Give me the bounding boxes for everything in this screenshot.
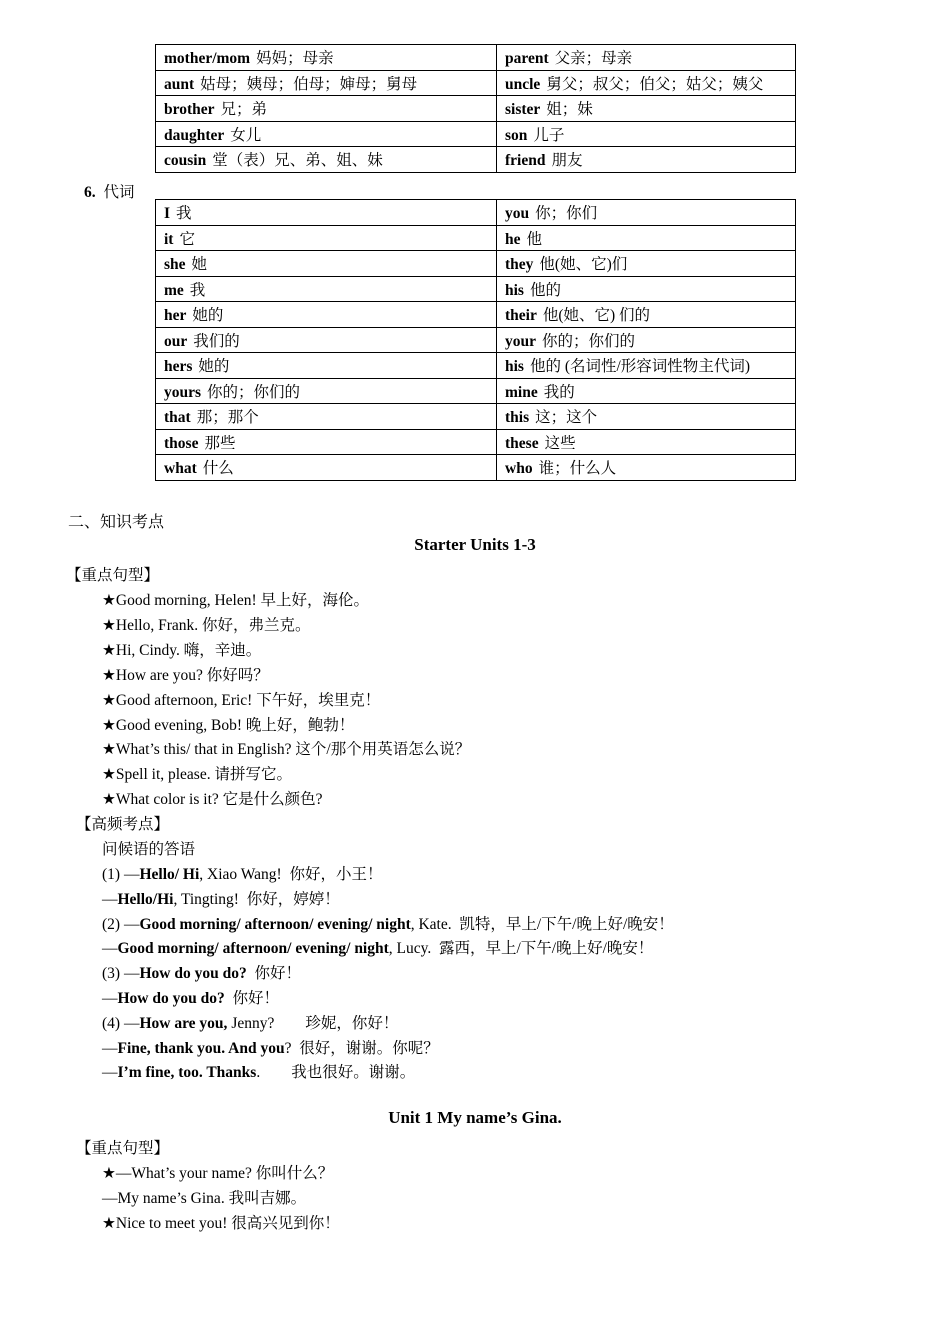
vocab-cell [497,251,796,277]
vocab-meaning: 他的 (名词性/形容词性物主代词) [529,358,750,376]
vocab-word: brother [164,101,215,119]
vocab-meaning: 儿子 [533,126,565,144]
vocab-word: this [505,409,530,427]
vocab-meaning: 什么 [202,460,234,478]
dialog-key-phrase: Good morning/ afternoon/ evening/ night [139,915,411,933]
vocab-word: sister [505,101,541,119]
dialog-line [102,887,340,909]
table-row [156,225,796,251]
section-heading: 二、知识考点 [68,514,165,531]
vocab-word: his [505,358,524,376]
dialog-key-phrase: Fine, thank you. And you [117,1039,285,1057]
vocab-cell [156,327,497,353]
table-row [156,251,796,277]
table-row [156,404,796,430]
vocab-meaning: 他(她、它)们 [539,256,628,274]
dialog-line [102,936,653,958]
vocab-cell [156,45,497,71]
vocab-cell [497,302,796,328]
pattern-sentence: ★Good evening, Bob! 晚上好，鲍勃！ [102,716,355,734]
vocab-cell [156,251,497,277]
vocab-cell [156,378,497,404]
vocab-word: our [164,332,188,350]
vocab-meaning: 你的；你们的 [207,383,301,401]
dialog-text: , Xiao Wang! 你好，小王！ [199,866,383,883]
vocab-word: I [164,205,171,223]
vocab-cell [156,455,497,481]
pattern-sentence: ★Good afternoon, Eric! 下午好，埃里克！ [102,691,381,709]
vocab-meaning: 姑母；姨母；伯母；婶母；舅母 [200,75,418,93]
vocab-meaning: 姐；妹 [546,101,593,119]
starter-units-title: Starter Units 1-3 [414,535,536,554]
dialog-key-phrase: I’m fine, too. Thanks [117,1064,257,1082]
vocab-meaning: 那些 [204,434,236,452]
dialog-line [102,1036,439,1058]
table-row [156,302,796,328]
greeting-answer-label: 问候语的答语 [102,841,196,858]
vocab-word: these [505,434,539,452]
dialog-key-phrase: Hello/Hi [117,890,174,908]
pattern-sentence: ★Spell it, please. 请拼写它。 [102,766,292,784]
vocab-cell [497,121,796,147]
vocab-meaning: 我 [176,205,192,223]
vocab-cell [156,121,497,147]
vocab-word: his [505,281,524,299]
vocab-meaning: 她 [191,256,208,274]
dialog-text: , Lucy. 露西，早上/下午/晚上好/晚安！ [388,940,654,958]
dialog-text: (4) — [102,1014,140,1032]
vocab-word: their [505,307,537,325]
dialog-line [102,1060,415,1082]
starter-key-patterns-label: 【重点句型】 [66,567,160,584]
dialog-text: 你好！ [224,990,280,1007]
vocab-cell [156,429,497,455]
vocab-word: it [164,230,174,248]
table-row [156,70,796,96]
vocab-word: your [505,332,536,350]
vocab-word: uncle [505,75,541,93]
vocab-cell [497,70,796,96]
unit1-title: Unit 1 My name’s Gina. [388,1108,562,1127]
vocab-cell [497,96,796,122]
pronoun-heading-text: 代词 [103,184,135,201]
vocab-meaning: 舅父；叔父；伯父；姑父；姨父 [546,75,764,93]
vocab-meaning: 女儿 [230,126,262,144]
vocab-cell [497,353,796,379]
dialog-text: — [102,940,118,958]
dialog-text: , Tingting! 你好，婷婷！ [173,890,340,908]
vocab-meaning: 它 [179,230,195,248]
table-row [156,455,796,481]
vocab-meaning: 你的；你们的 [542,332,636,350]
vocab-meaning: 他的 [529,281,561,299]
vocab-word: what [164,460,197,478]
pronoun-heading [84,180,135,202]
vocab-word: mine [505,383,538,401]
vocab-cell [156,200,497,226]
vocab-meaning: 妈妈；母亲 [256,50,334,68]
vocab-cell [497,276,796,302]
pattern-sentence: ★What’s this/ that in English? 这个/那个用英语怎么说？ [102,741,471,759]
dialog-text: — [102,890,118,908]
vocab-meaning: 你；你们 [535,205,598,223]
vocab-meaning: 堂（表）兄、弟、姐、妹 [212,152,383,170]
dialog-text: (2) — [102,915,140,933]
vocab-word: yours [164,383,202,401]
pattern-sentence: ★Hi, Cindy. 嗨，辛迪。 [102,641,262,659]
pattern-sentence: ★Nice to meet you! 很高兴见到你！ [102,1215,340,1232]
vocab-cell [156,353,497,379]
dialog-text: , Kate. 凯特，早上/下午/晚上好/晚安！ [410,915,674,933]
pattern-sentence: ★What color is it? 它是什么颜色? [102,791,323,809]
pronoun-vocab-table [155,199,796,481]
vocab-word: friend [505,152,546,170]
table-row [156,353,796,379]
dialog-key-phrase: How do you do? [139,965,247,983]
dialog-text: (3) — [102,965,140,983]
frequent-points-label: 【高频考点】 [76,816,170,833]
vocab-word: he [505,230,521,248]
vocab-word: aunt [164,75,195,93]
vocab-cell [497,200,796,226]
vocab-cell [497,455,796,481]
vocab-word: that [164,409,191,427]
vocab-meaning: 我 [189,281,206,299]
table-row [156,378,796,404]
family-vocab-table [155,44,796,173]
vocab-word: who [505,460,533,478]
vocab-word: she [164,256,186,274]
vocab-word: those [164,434,199,452]
unit1-key-patterns-label: 【重点句型】 [76,1140,170,1157]
pattern-sentence: ★Good morning, Helen! 早上好，海伦。 [102,592,370,609]
dialog-text: 你好！ [246,965,301,983]
dialog-text: — [102,1064,118,1082]
pattern-sentence: ★—What’s your name? 你叫什么？ [102,1165,334,1182]
dialog-text: . 我也很好。谢谢。 [256,1064,416,1082]
dialog-line [102,862,382,884]
vocab-meaning: 他(她、它) 们的 [542,307,651,325]
dialog-text: — [102,1039,118,1057]
vocab-cell [497,147,796,173]
table-row [156,327,796,353]
vocab-word: parent [505,50,549,68]
vocab-word: daughter [164,126,225,144]
dialog-line [102,1011,398,1033]
vocab-word: me [164,281,184,299]
vocab-meaning: 他 [526,230,543,248]
vocab-word: mother/mom [164,50,251,68]
dialog-text: — [102,990,118,1007]
dialog-text: Jenny? 珍妮，你好！ [227,1014,399,1032]
vocab-cell [497,378,796,404]
pronoun-heading-number: 6. [84,184,96,201]
table-row [156,96,796,122]
dialog-line [102,961,301,983]
table-row [156,45,796,71]
vocab-word: they [505,256,534,274]
vocab-meaning: 这；这个 [535,409,598,427]
vocab-meaning: 那；那个 [196,409,259,427]
vocab-cell [156,276,497,302]
vocab-cell [497,225,796,251]
table-row [156,200,796,226]
vocab-word: her [164,307,187,325]
vocab-meaning: 我的 [543,383,575,401]
vocab-cell [156,225,497,251]
dialog-line [102,986,279,1008]
vocab-cell [497,429,796,455]
dialog-key-phrase: Good morning/ afternoon/ evening/ night [117,940,389,958]
vocab-cell [497,404,796,430]
table-row [156,147,796,173]
vocab-meaning: 兄；弟 [220,101,268,119]
vocab-cell [497,327,796,353]
vocab-word: cousin [164,152,207,170]
dialog-line [102,912,674,934]
table-row [156,121,796,147]
vocab-cell [156,96,497,122]
pattern-sentence: ★How are you? 你好吗？ [102,666,269,684]
pattern-sentence: —My name’s Gina. 我叫吉娜。 [102,1190,307,1207]
vocab-cell [156,302,497,328]
vocab-meaning: 她的 [192,307,224,325]
vocab-cell [497,45,796,71]
dialog-key-phrase: How are you, [139,1014,228,1032]
vocab-meaning: 这些 [544,434,576,452]
dialog-key-phrase: How do you do? [117,990,225,1007]
dialog-text: ? 很好，谢谢。你呢？ [284,1039,439,1057]
vocab-meaning: 我们的 [193,332,240,350]
vocab-cell [156,404,497,430]
vocab-cell [156,147,497,173]
table-row [156,276,796,302]
vocab-meaning: 父亲；母亲 [554,50,633,68]
vocab-word: hers [164,358,193,376]
dialog-key-phrase: Hello/ Hi [139,866,200,883]
table-row [156,429,796,455]
vocab-word: you [505,205,530,223]
vocab-meaning: 她的 [198,358,230,376]
vocab-meaning: 谁；什么人 [538,460,617,478]
dialog-text: (1) — [102,866,140,883]
pattern-sentence: ★Hello, Frank. 你好，弗兰克。 [102,616,311,634]
vocab-meaning: 朋友 [551,152,583,170]
vocab-cell [156,70,497,96]
vocab-word: son [505,126,528,144]
